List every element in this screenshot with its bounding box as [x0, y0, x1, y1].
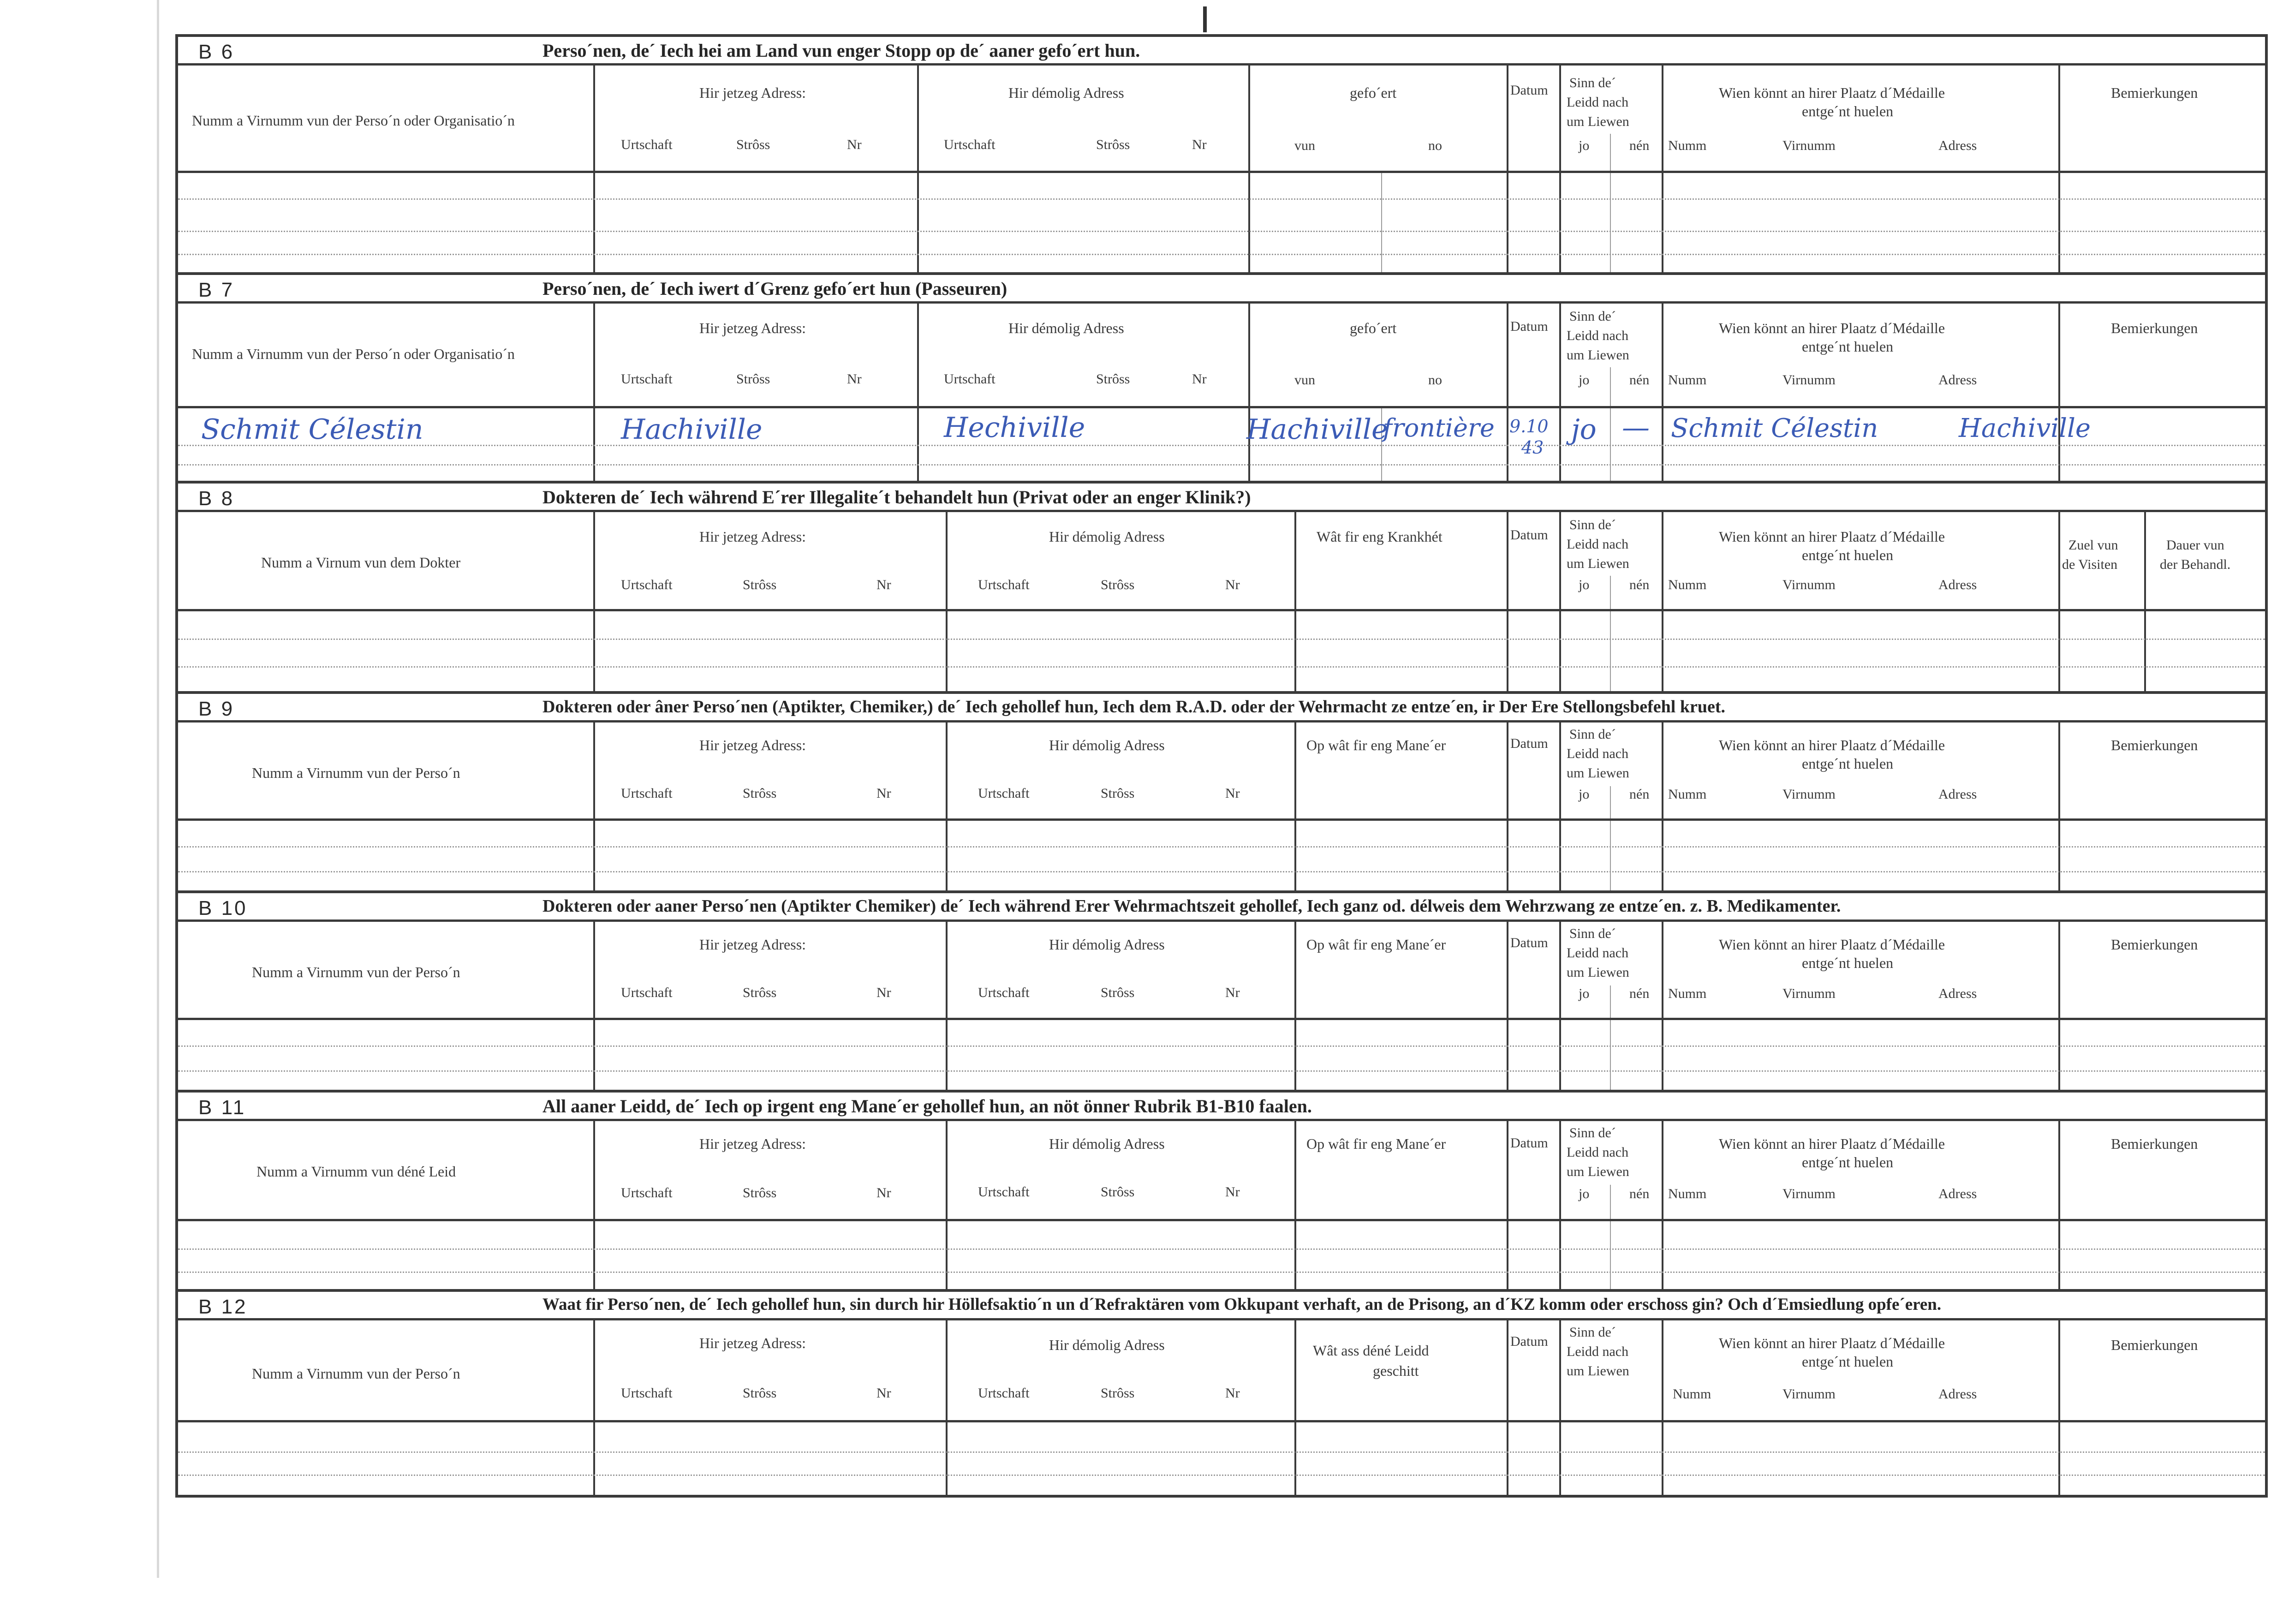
- current-address-header: Hir jetzeg Adress:: [699, 84, 806, 101]
- numm-label: Numm: [1668, 1186, 1707, 1201]
- urtschaft-label: Urtschaft: [621, 786, 673, 801]
- stross-label: Strôss: [736, 371, 770, 387]
- medaille-header-line1: Wien könnt an hirer Plaatz d´Médaille: [1719, 936, 1945, 953]
- nr-label: Nr: [876, 985, 891, 1000]
- adress-label: Adress: [1938, 577, 1977, 592]
- medaille-header-line1: Wien könnt an hirer Plaatz d´Médaille: [1719, 320, 1945, 336]
- numm-label: Numm: [1668, 138, 1707, 153]
- bemierkungen-header: Bemierkungen: [2111, 737, 2198, 753]
- dotted-line: [178, 1070, 2265, 1072]
- medaille-header-line1: Wien könnt an hirer Plaatz d´Médaille: [1719, 737, 1945, 753]
- former-address-header: Hir démolig Adress: [1008, 84, 1124, 101]
- virnumm-label: Virnumm: [1782, 372, 1836, 388]
- former-address-header: Hir démolig Adress: [1049, 737, 1165, 753]
- col-divider-thin: [1610, 1185, 1611, 1289]
- jo-label: jo: [1579, 138, 1590, 153]
- col-divider: [1559, 304, 1561, 481]
- former-address-header: Hir démolig Adress: [1049, 528, 1165, 545]
- stross-label: Strôss: [1096, 137, 1130, 152]
- urtschaft-label: Urtschaft: [978, 1184, 1030, 1200]
- adress-label: Adress: [1938, 372, 1977, 388]
- handwritten-from: Hachiville: [1246, 413, 1388, 446]
- col-divider: [917, 66, 919, 272]
- bemierkungen-header: Bemierkungen: [2111, 936, 2198, 953]
- datum-header: Datum: [1510, 319, 1548, 334]
- dotted-line: [178, 1248, 2265, 1250]
- col-divider: [1294, 512, 1296, 691]
- urtschaft-label: Urtschaft: [621, 577, 673, 592]
- col-divider: [2058, 512, 2060, 691]
- col-divider: [2058, 1320, 2060, 1495]
- dotted-line: [178, 231, 2265, 232]
- dauer-header-line2: der Behandl.: [2160, 557, 2231, 572]
- section-title: Dokteren oder âner Perso´nen (Aptikter, Chemiker,) de´ Iech gehollef hun, Iech dem R.A.D. oder der Wehrmacht ze entze´en, ir Der Ere Stellongsbefehl kruet.: [542, 697, 1725, 716]
- sinn-header-line2: Leidd nach: [1567, 537, 1629, 552]
- col-divider: [1507, 512, 1508, 691]
- header-row-line: [178, 1420, 2265, 1422]
- section-header: [178, 37, 2265, 66]
- nr-label: Nr: [876, 577, 891, 592]
- sinn-header-line1: Sinn de´: [1569, 75, 1616, 90]
- col-divider: [1507, 1320, 1508, 1495]
- nr-label: Nr: [876, 1185, 891, 1200]
- current-address-header: Hir jetzeg Adress:: [699, 1135, 806, 1152]
- stross-label: Strôss: [736, 137, 770, 152]
- section-b8: [178, 484, 2265, 691]
- sinn-header-line3: um Liewen: [1567, 1363, 1629, 1379]
- section-number: B 9: [198, 698, 235, 720]
- former-address-header: Hir démolig Adress: [1049, 936, 1165, 953]
- urtschaft-label: Urtschaft: [978, 1385, 1030, 1401]
- sinn-header-line1: Sinn de´: [1569, 517, 1616, 532]
- sinn-header-line3: um Liewen: [1567, 965, 1629, 980]
- section-header: [178, 484, 2265, 512]
- col-divider: [1507, 66, 1508, 272]
- urtschaft-label: Urtschaft: [621, 1385, 673, 1401]
- medaille-header-line1: Wien könnt an hirer Plaatz d´Médaille: [1719, 1335, 1945, 1351]
- col-divider: [946, 922, 948, 1090]
- handwritten-medaille-address: Hachiville: [1959, 413, 2091, 443]
- medaille-header-line2: entge´nt huelen: [1802, 755, 1894, 772]
- virnumm-label: Virnumm: [1782, 787, 1836, 802]
- section-title: Waat fir Perso´nen, de´ Iech gehollef hun, sin durch hir Höllefsaktio´n un d´Refraktären vom Okkupant verhaft, an de Prisong, an d´KZ komm oder erschoss gin? Och d´Emsiedlung opfe´eren.: [542, 1295, 1942, 1314]
- section-number: B 12: [198, 1296, 248, 1318]
- current-address-header: Hir jetzeg Adress:: [699, 320, 806, 336]
- nen-label: nén: [1629, 138, 1650, 153]
- col-divider: [1662, 922, 1663, 1090]
- form-frame: [175, 34, 2268, 1498]
- datum-header: Datum: [1510, 83, 1548, 98]
- header-row-line: [178, 171, 2265, 173]
- col-divider-thin: [1381, 171, 1382, 272]
- nr-label: Nr: [1192, 371, 1207, 387]
- col-divider: [593, 722, 595, 890]
- urtschaft-label: Urtschaft: [944, 137, 995, 152]
- col-divider: [1559, 66, 1561, 272]
- dotted-line: [178, 254, 2265, 255]
- col-divider: [946, 722, 948, 890]
- dotted-line: [178, 1272, 2265, 1273]
- name-column-header: Numm a Virnumm vun der Perso´n: [252, 764, 460, 781]
- urtschaft-label: Urtschaft: [978, 786, 1030, 801]
- sinn-header-line2: Leidd nach: [1567, 328, 1629, 343]
- urtschaft-label: Urtschaft: [978, 577, 1030, 592]
- adress-label: Adress: [1938, 1386, 1977, 1402]
- col-divider-thin: [1610, 134, 1611, 272]
- section-title: Dokteren oder aaner Perso´nen (Aptikter Chemiker) de´ Iech während Erer Wehrmachtszeit gehollef, Iech ganz od. délweis dem Wehrzwang ze entze´en. z. B. Medikamenter.: [542, 896, 1841, 916]
- col-divider: [1507, 722, 1508, 890]
- handwritten-no-dash: —: [1622, 412, 1650, 444]
- nen-label: nén: [1629, 986, 1650, 1001]
- maneer-header: Op wât fir eng Mane´er: [1306, 737, 1446, 753]
- section-title: Perso´nen, de´ Iech hei am Land vun enger Stopp op de´ aaner gefo´ert hun.: [542, 40, 1140, 61]
- header-row-line: [178, 818, 2265, 821]
- medaille-header-line2: entge´nt huelen: [1802, 103, 1894, 119]
- sinn-header-line3: um Liewen: [1567, 1164, 1629, 1179]
- col-divider: [1662, 1121, 1663, 1289]
- medaille-header-line2: entge´nt huelen: [1802, 955, 1894, 971]
- urtschaft-label: Urtschaft: [621, 371, 673, 387]
- current-address-header: Hir jetzeg Adress:: [699, 528, 806, 545]
- section-number: B 6: [198, 41, 235, 63]
- col-divider: [593, 922, 595, 1090]
- medaille-header-line2: entge´nt huelen: [1802, 1154, 1894, 1170]
- medaille-header-line1: Wien könnt an hirer Plaatz d´Médaille: [1719, 1135, 1945, 1152]
- nen-label: nén: [1629, 577, 1650, 592]
- dotted-line: [178, 1475, 2265, 1476]
- col-divider: [1559, 922, 1561, 1090]
- zuel-header-line2: de Visiten: [2062, 557, 2118, 572]
- sinn-header-line1: Sinn de´: [1569, 309, 1616, 324]
- datum-header: Datum: [1510, 1334, 1548, 1349]
- numm-label: Numm: [1668, 577, 1707, 592]
- col-divider: [1507, 1121, 1508, 1289]
- sinn-header-line2: Leidd nach: [1567, 1145, 1629, 1160]
- name-column-header: Numm a Virnumm vun der Perso´n: [252, 1365, 460, 1382]
- sinn-header-line1: Sinn de´: [1569, 926, 1616, 941]
- sinn-header-line1: Sinn de´: [1569, 1125, 1616, 1140]
- col-divider: [1294, 1320, 1296, 1495]
- sinn-header-line3: um Liewen: [1567, 114, 1629, 129]
- nen-label: nén: [1629, 372, 1650, 388]
- adress-label: Adress: [1938, 1186, 1977, 1201]
- stross-label: Strôss: [743, 577, 777, 592]
- datum-header: Datum: [1510, 736, 1548, 751]
- sinn-header-line3: um Liewen: [1567, 347, 1629, 363]
- col-divider: [2058, 722, 2060, 890]
- sinn-header-line3: um Liewen: [1567, 556, 1629, 571]
- bemierkungen-header: Bemierkungen: [2111, 84, 2198, 101]
- name-column-header: Numm a Virnumm vun der Perso´n oder Organisatio´n: [192, 346, 515, 362]
- bemierkungen-header: Bemierkungen: [2111, 1135, 2198, 1152]
- adress-label: Adress: [1938, 138, 1977, 153]
- medaille-header-line1: Wien könnt an hirer Plaatz d´Médaille: [1719, 528, 1945, 545]
- section-header: [178, 1292, 2265, 1320]
- jo-label: jo: [1579, 1186, 1590, 1201]
- col-divider: [1507, 922, 1508, 1090]
- nr-label: Nr: [1225, 786, 1240, 801]
- col-divider: [2058, 1121, 2060, 1289]
- section-b11: [178, 1093, 2265, 1289]
- dauer-header-line1: Dauer vun: [2166, 537, 2224, 553]
- header-row-line: [178, 609, 2265, 611]
- header-row-line: [178, 1018, 2265, 1020]
- medaille-header-line2: entge´nt huelen: [1802, 338, 1894, 355]
- col-divider: [2058, 922, 2060, 1090]
- virnumm-label: Virnumm: [1782, 1186, 1836, 1201]
- section-b6: [178, 37, 2265, 272]
- former-address-header: Hir démolig Adress: [1049, 1135, 1165, 1152]
- handwritten-date-line2: 43: [1521, 437, 1544, 458]
- datum-header: Datum: [1510, 935, 1548, 950]
- col-divider: [593, 304, 595, 481]
- top-registration-mark: [1203, 6, 1207, 32]
- dotted-line: [178, 445, 2265, 446]
- section-number: B 8: [198, 487, 235, 510]
- jo-label: jo: [1579, 986, 1590, 1001]
- col-divider: [1559, 1320, 1561, 1495]
- col-divider: [1294, 722, 1296, 890]
- adress-label: Adress: [1938, 986, 1977, 1001]
- nen-label: nén: [1629, 1186, 1650, 1201]
- sinn-header-line1: Sinn de´: [1569, 727, 1616, 742]
- section-header: [178, 694, 2265, 722]
- maneer-header: Op wât fir eng Mane´er: [1306, 936, 1446, 953]
- col-divider: [593, 1121, 595, 1289]
- col-divider: [1662, 66, 1663, 272]
- col-divider-thin: [1610, 985, 1611, 1090]
- name-column-header: Numm a Virnumm vun der Perso´n: [252, 964, 460, 980]
- dotted-line: [178, 464, 2265, 466]
- col-divider: [1294, 922, 1296, 1090]
- dotted-line: [178, 639, 2265, 640]
- vun-label: vun: [1294, 138, 1315, 153]
- stross-label: Strôss: [743, 786, 777, 801]
- handwritten-yes: jo: [1571, 413, 1597, 446]
- jo-label: jo: [1579, 372, 1590, 388]
- stross-label: Strôss: [1101, 786, 1135, 801]
- section-header: [178, 1093, 2265, 1121]
- col-divider: [2058, 66, 2060, 272]
- numm-label: Numm: [1668, 986, 1707, 1001]
- col-divider: [593, 66, 595, 272]
- col-divider: [1294, 1121, 1296, 1289]
- handwritten-medaille-name: Schmit Célestin: [1671, 413, 1878, 443]
- virnumm-label: Virnumm: [1782, 577, 1836, 592]
- section-title: Perso´nen, de´ Iech iwert d´Grenz gefo´ert hun (Passeuren): [542, 278, 1007, 299]
- col-divider: [1662, 1320, 1663, 1495]
- datum-header: Datum: [1510, 527, 1548, 543]
- virnumm-label: Virnumm: [1782, 1386, 1836, 1402]
- dotted-line: [178, 846, 2265, 848]
- stross-label: Strôss: [743, 1385, 777, 1401]
- medaille-header-line1: Wien könnt an hirer Plaatz d´Médaille: [1719, 84, 1945, 101]
- nr-label: Nr: [1225, 1385, 1240, 1401]
- current-address-header: Hir jetzeg Adress:: [699, 936, 806, 953]
- dotted-line: [178, 1451, 2265, 1453]
- dotted-line: [178, 198, 2265, 200]
- col-divider: [1559, 1121, 1561, 1289]
- urtschaft-label: Urtschaft: [621, 1185, 673, 1200]
- page-edge-shadow: [157, 0, 159, 1578]
- sinn-header-line2: Leidd nach: [1567, 746, 1629, 761]
- handwritten-former-address: Hechiville: [944, 412, 1085, 444]
- no-label: no: [1428, 138, 1442, 153]
- section-title: All aaner Leidd, de´ Iech op irgent eng Mane´er gehollef hun, an nöt önner Rubrik B1-B10 faalen.: [542, 1096, 1312, 1116]
- section-header: [178, 893, 2265, 922]
- virnumm-label: Virnumm: [1782, 138, 1836, 153]
- stross-label: Strôss: [1101, 1385, 1135, 1401]
- former-address-header: Hir démolig Adress: [1049, 1337, 1165, 1353]
- nen-label: nén: [1629, 787, 1650, 802]
- current-address-header: Hir jetzeg Adress:: [699, 1335, 806, 1351]
- section-b9: [178, 694, 2265, 890]
- col-divider: [1662, 304, 1663, 481]
- gefoert-header: gefo´ert: [1350, 320, 1397, 336]
- numm-label: Numm: [1668, 372, 1707, 388]
- col-divider: [946, 1121, 948, 1289]
- section-number: B 11: [198, 1096, 246, 1119]
- bemierkungen-header: Bemierkungen: [2111, 1337, 2198, 1353]
- stross-label: Strôss: [1101, 985, 1135, 1000]
- section-number: B 7: [198, 279, 235, 301]
- medaille-header-line2: entge´nt huelen: [1802, 1353, 1894, 1370]
- medaille-header-line2: entge´nt huelen: [1802, 547, 1894, 563]
- dotted-line: [178, 1045, 2265, 1047]
- krankheet-header: Wât fir eng Krankhét: [1317, 528, 1442, 545]
- section-b7: [178, 275, 2265, 481]
- col-divider: [1507, 304, 1508, 481]
- nr-label: Nr: [1225, 1184, 1240, 1200]
- nr-label: Nr: [1192, 137, 1207, 152]
- nr-label: Nr: [1225, 577, 1240, 592]
- col-divider: [593, 512, 595, 691]
- name-column-header: Numm a Virnumm vun der Perso´n oder Organisatio´n: [192, 112, 515, 129]
- col-divider-thin: [1610, 576, 1611, 691]
- col-divider: [1662, 722, 1663, 890]
- wat-header-line1: Wât ass déné Leidd: [1313, 1342, 1429, 1359]
- section-title: Dokteren de´ Iech während E´rer Illegalite´t behandelt hun (Privat oder an enger Klinik?): [542, 487, 1251, 508]
- handwritten-name: Schmit Célestin: [201, 413, 423, 446]
- nr-label: Nr: [876, 786, 891, 801]
- gefoert-header: gefo´ert: [1350, 84, 1397, 101]
- handwritten-to: frontière: [1383, 413, 1495, 442]
- col-divider: [1248, 304, 1250, 481]
- sinn-header-line3: um Liewen: [1567, 765, 1629, 781]
- nr-label: Nr: [847, 137, 862, 152]
- jo-label: jo: [1579, 577, 1590, 592]
- numm-label: Numm: [1673, 1386, 1711, 1402]
- nr-label: Nr: [847, 371, 862, 387]
- no-label: no: [1428, 372, 1442, 388]
- col-divider: [1559, 722, 1561, 890]
- urtschaft-label: Urtschaft: [621, 985, 673, 1000]
- section-number: B 10: [198, 897, 248, 919]
- col-divider: [917, 304, 919, 481]
- sinn-header-line2: Leidd nach: [1567, 95, 1629, 110]
- col-divider: [1559, 512, 1561, 691]
- stross-label: Strôss: [743, 985, 777, 1000]
- section-b10: [178, 893, 2265, 1090]
- sinn-header-line2: Leidd nach: [1567, 945, 1629, 961]
- nr-label: Nr: [876, 1385, 891, 1401]
- col-divider: [1662, 512, 1663, 691]
- wat-header-line2: geschitt: [1373, 1362, 1419, 1379]
- bemierkungen-header: Bemierkungen: [2111, 320, 2198, 336]
- numm-label: Numm: [1668, 787, 1707, 802]
- stross-label: Strôss: [743, 1185, 777, 1200]
- header-row-line: [178, 1219, 2265, 1221]
- former-address-header: Hir démolig Adress: [1008, 320, 1124, 336]
- col-divider: [946, 512, 948, 691]
- header-row-line: [178, 406, 2265, 408]
- urtschaft-label: Urtschaft: [944, 371, 995, 387]
- maneer-header: Op wât fir eng Mane´er: [1306, 1135, 1446, 1152]
- section-header: [178, 275, 2265, 304]
- zuel-header-line1: Zuel vun: [2068, 537, 2118, 553]
- section-b12: [178, 1292, 2265, 1495]
- col-divider: [1248, 66, 1250, 272]
- jo-label: jo: [1579, 787, 1590, 802]
- datum-header: Datum: [1510, 1135, 1548, 1151]
- vun-label: vun: [1294, 372, 1315, 388]
- handwritten-date-line1: 9.10: [1509, 416, 1549, 436]
- urtschaft-label: Urtschaft: [978, 985, 1030, 1000]
- urtschaft-label: Urtschaft: [621, 137, 673, 152]
- col-divider-thin: [1610, 786, 1611, 890]
- name-column-header: Numm a Virnumm vun déné Leid: [256, 1163, 456, 1180]
- dotted-line: [178, 871, 2265, 872]
- dotted-line: [178, 666, 2265, 668]
- stross-label: Strôss: [1101, 1184, 1135, 1200]
- nr-label: Nr: [1225, 985, 1240, 1000]
- sinn-header-line2: Leidd nach: [1567, 1344, 1629, 1359]
- col-divider: [2058, 304, 2060, 481]
- sinn-header-line1: Sinn de´: [1569, 1325, 1616, 1340]
- virnumm-label: Virnumm: [1782, 986, 1836, 1001]
- col-divider: [2144, 512, 2146, 691]
- stross-label: Strôss: [1101, 577, 1135, 592]
- stross-label: Strôss: [1096, 371, 1130, 387]
- handwritten-current-address: Hachiville: [621, 413, 763, 446]
- current-address-header: Hir jetzeg Adress:: [699, 737, 806, 753]
- name-column-header: Numm a Virnum vun dem Dokter: [261, 554, 461, 571]
- col-divider: [593, 1320, 595, 1495]
- adress-label: Adress: [1938, 787, 1977, 802]
- col-divider: [946, 1320, 948, 1495]
